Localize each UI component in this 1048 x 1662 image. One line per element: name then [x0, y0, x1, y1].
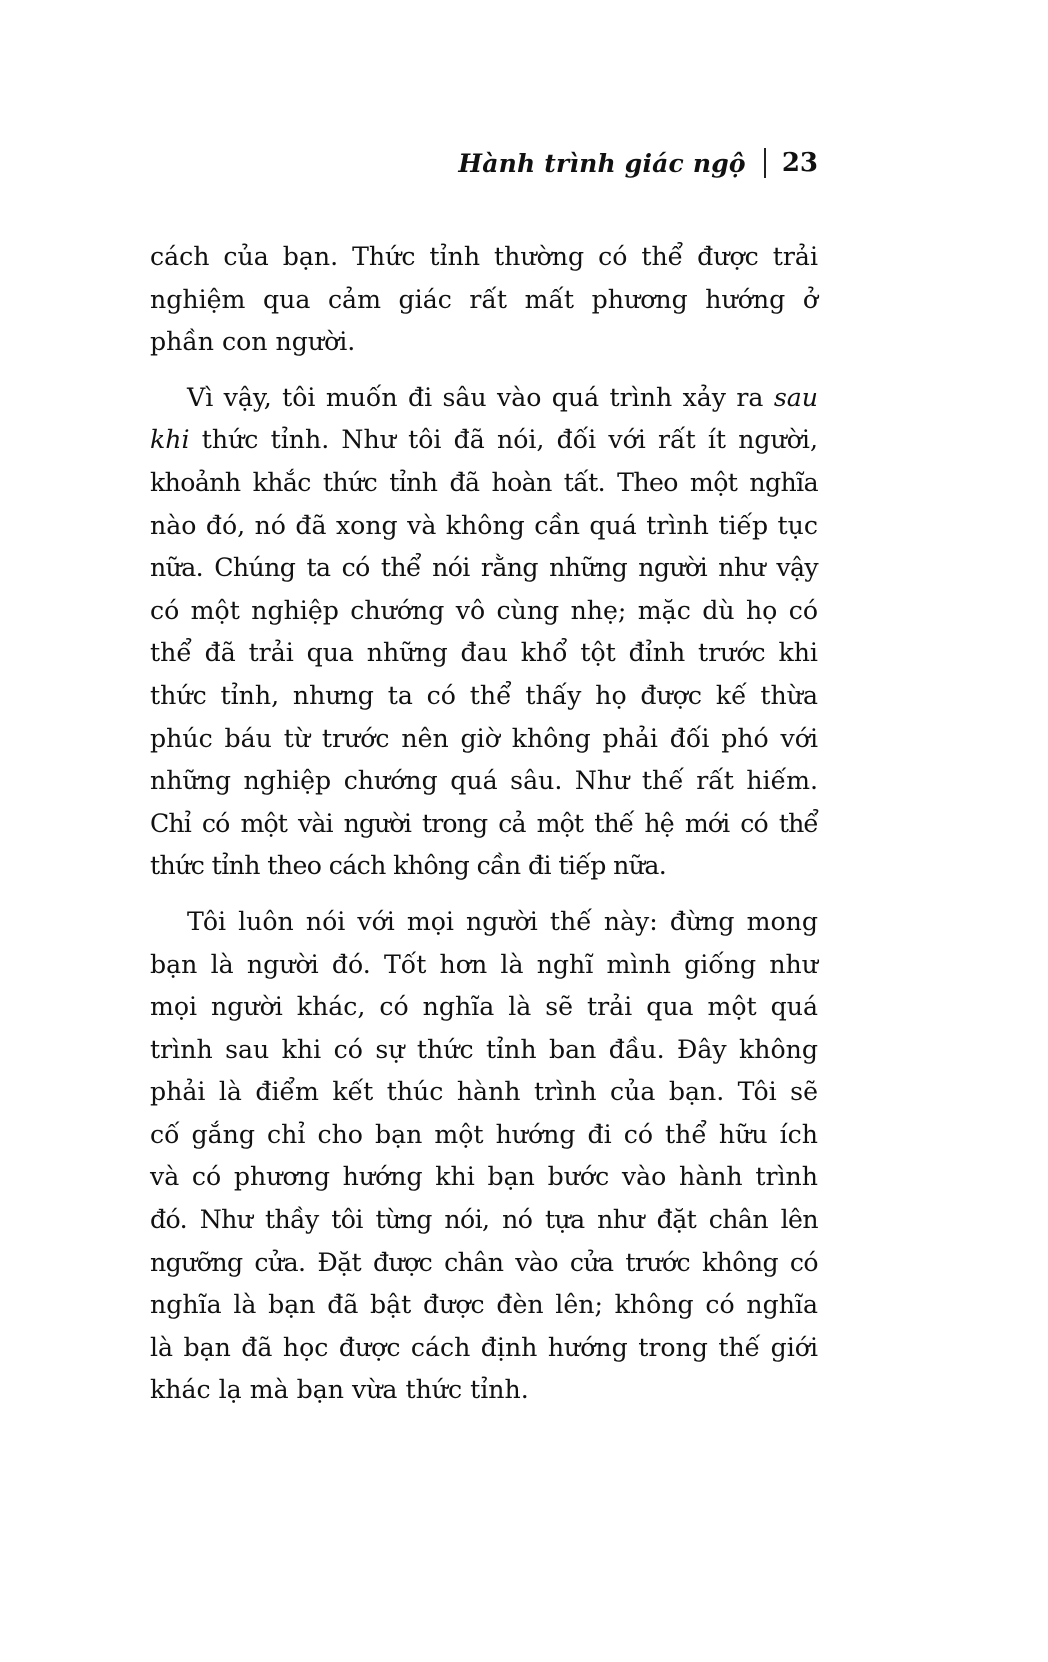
text-line: bạn là người đó. Tốt hơn là nghĩ mình giống như — [150, 949, 818, 979]
text-line: đó. Như thầy tôi từng nói, nó tựa như đặt chân lên — [150, 1205, 818, 1235]
paragraph-3 — [150, 901, 818, 1412]
text-line: nào đó, nó đã xong và không cần quá trình tiếp tục — [150, 510, 818, 540]
text-line: và có phương hướng khi bạn bước vào hành trình — [150, 1162, 818, 1192]
text-line: khác lạ mà bạn vừa thức tỉnh. — [150, 1375, 529, 1405]
text-line: phúc báu từ trước nên giờ không phải đối phó với — [150, 723, 818, 753]
paragraph-1 — [150, 236, 818, 364]
chapter-title: Hành trình giác ngộ — [458, 148, 746, 178]
text-line: mọi người khác, có nghĩa là sẽ trải qua một quá — [150, 992, 818, 1022]
emphasis-text: khi — [150, 425, 190, 455]
text-line: những nghiệp chướng quá sâu. Như thế rất hiếm. — [150, 766, 818, 796]
text-line: trình sau khi có sự thức tỉnh ban đầu. Đây không — [150, 1034, 818, 1064]
text-line: nghĩa là bạn đã bật được đèn lên; không có nghĩa — [150, 1290, 818, 1320]
text-line: thể đã trải qua những đau khổ tột đỉnh trước khi — [150, 638, 818, 668]
text-line: là bạn đã học được cách định hướng trong thế giới — [150, 1332, 818, 1362]
text-line: phải là điểm kết thúc hành trình của bạn. Tôi sẽ — [150, 1077, 818, 1107]
running-header — [458, 148, 818, 178]
text-line: thức tỉnh theo cách không cần đi tiếp nữa. — [150, 851, 667, 881]
text-line: Chỉ có một vài người trong cả một thế hệ mới có thể — [150, 808, 818, 838]
page-number: 23 — [781, 148, 818, 178]
text-line: phần con người. — [150, 327, 356, 357]
paragraph-2 — [150, 377, 818, 888]
body-text — [150, 236, 818, 1412]
emphasis-text: sau — [773, 382, 818, 412]
header-separator — [764, 148, 766, 178]
text-line: nghiệm qua cảm giác rất mất phương hướng ở — [150, 284, 818, 314]
text-line — [150, 377, 818, 420]
text-line: khoảnh khắc thức tỉnh đã hoàn tất. Theo một nghĩa — [150, 467, 818, 497]
text-line: ngưỡng cửa. Đặt được chân vào cửa trước không có — [150, 1247, 818, 1277]
text-line: cố gắng chỉ cho bạn một hướng đi có thể hữu ích — [150, 1119, 818, 1149]
text-line: Tôi luôn nói với mọi người thế này: đừng mong — [187, 906, 818, 936]
text-line: cách của bạn. Thức tỉnh thường có thể được trải — [150, 242, 818, 271]
text-run: Vì vậy, tôi muốn đi sâu vào quá trình xảy ra — [187, 382, 774, 412]
text-run: thức tỉnh. Như tôi đã nói, đối với rất ít người, — [189, 425, 818, 455]
text-line — [150, 419, 818, 462]
text-line: thức tỉnh, nhưng ta có thể thấy họ được kế thừa — [150, 680, 818, 710]
paragraph-gap — [150, 364, 818, 377]
text-line: nữa. Chúng ta có thể nói rằng những người như vậy — [150, 553, 818, 583]
paragraph-gap — [150, 888, 818, 901]
text-line: có một nghiệp chướng vô cùng nhẹ; mặc dù họ có — [150, 595, 818, 625]
